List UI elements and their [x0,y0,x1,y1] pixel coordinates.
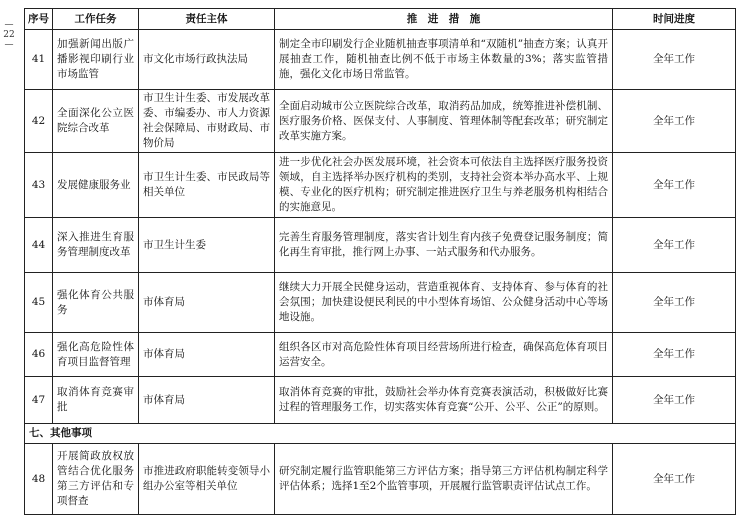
row-no: 46 [25,333,53,377]
work-task-table [24,8,736,515]
header-measures: 推 进 措 施 [275,9,613,30]
row-no: 42 [25,90,53,153]
row-measures: 完善生育服务管理制度，落实省计划生育内孩子免费登记服务制度；简化再生育审批，推行网上办事、一站式服务和代办服务。 [275,218,613,273]
row-no: 45 [25,273,53,333]
section-title: 七、其他事项 [25,424,736,444]
row-measures: 制定全市印刷发行企业随机抽查事项清单和“双随机”抽查方案；认真开展抽查工作，随机抽查比例不低于市场主体数量的3%；落实监管措施，强化文化市场日常监管。 [275,30,613,90]
row-time: 全年工作 [613,30,736,90]
page-number: — 22 — [3,20,15,50]
row-time: 全年工作 [613,218,736,273]
row-responsible: 市卫生计生委 [139,218,275,273]
table-row [25,377,736,424]
table-row [25,333,736,377]
header-task: 工作任务 [53,9,139,30]
header-responsible: 责任主体 [139,9,275,30]
table-row [25,90,736,153]
row-no: 48 [25,444,53,515]
row-task: 发展健康服务业 [53,153,139,218]
row-time: 全年工作 [613,444,736,515]
table-row [25,30,736,90]
row-task: 强化体育公共服务 [53,273,139,333]
row-no: 44 [25,218,53,273]
table-row [25,218,736,273]
row-responsible: 市体育局 [139,333,275,377]
row-task: 深入推进生育服务管理制度改革 [53,218,139,273]
row-no: 43 [25,153,53,218]
row-measures: 取消体育竞赛的审批，鼓励社会举办体育竞赛表演活动，积极做好比赛过程的管理服务工作，切实落实体育竞赛“公开、公平、公正”的原则。 [275,377,613,424]
row-responsible: 市体育局 [139,273,275,333]
row-task: 强化高危险性体育项目监督管理 [53,333,139,377]
table-header-row [25,9,736,30]
row-time: 全年工作 [613,273,736,333]
row-task: 取消体育竞赛审批 [53,377,139,424]
row-measures: 全面启动城市公立医院综合改革，取消药品加成，统筹推进补偿机制、医疗服务价格、医保支付、人事制度、管理体制等配套改革；研究制定改革实施方案。 [275,90,613,153]
section-row [25,424,736,444]
row-measures: 继续大力开展全民健身运动，营造重视体育、支持体育、参与体育的社会氛围；加快建设便民利民的中小型体育场馆、公众健身活动中心等场地设施。 [275,273,613,333]
row-measures: 组织各区市对高危险性体育项目经营场所进行检查，确保高危体育项目运营安全。 [275,333,613,377]
header-no: 序号 [25,9,53,30]
row-measures: 进一步优化社会办医发展环境，社会资本可依法自主选择医疗服务投资领域，自主选择举办医疗机构的类别，支持社会资本举办高水平、上规模、专业化的医疗机构；研究制定推进医疗卫生与养老服务机构相结合的实施意见。 [275,153,613,218]
row-time: 全年工作 [613,377,736,424]
row-responsible: 市文化市场行政执法局 [139,30,275,90]
table-row [25,153,736,218]
row-time: 全年工作 [613,333,736,377]
row-responsible: 市体育局 [139,377,275,424]
row-measures: 研究制定履行监管职能第三方评估方案；指导第三方评估机构制定科学评估体系；选择1至2个监管事项，开展履行监管职责评估试点工作。 [275,444,613,515]
row-time: 全年工作 [613,90,736,153]
row-responsible: 市卫生计生委、市发展改革委、市编委办、市人力资源社会保障局、市财政局、市物价局 [139,90,275,153]
row-task: 全面深化公立医院综合改革 [53,90,139,153]
row-task: 加强新闻出版广播影视印刷行业市场监管 [53,30,139,90]
table-row [25,444,736,515]
row-no: 47 [25,377,53,424]
row-no: 41 [25,30,53,90]
row-responsible: 市推进政府职能转变领导小组办公室等相关单位 [139,444,275,515]
row-task: 开展简政放权放管结合优化服务第三方评估和专项督查 [53,444,139,515]
table-row [25,273,736,333]
row-responsible: 市卫生计生委、市民政局等相关单位 [139,153,275,218]
row-time: 全年工作 [613,153,736,218]
header-time: 时间进度 [613,9,736,30]
